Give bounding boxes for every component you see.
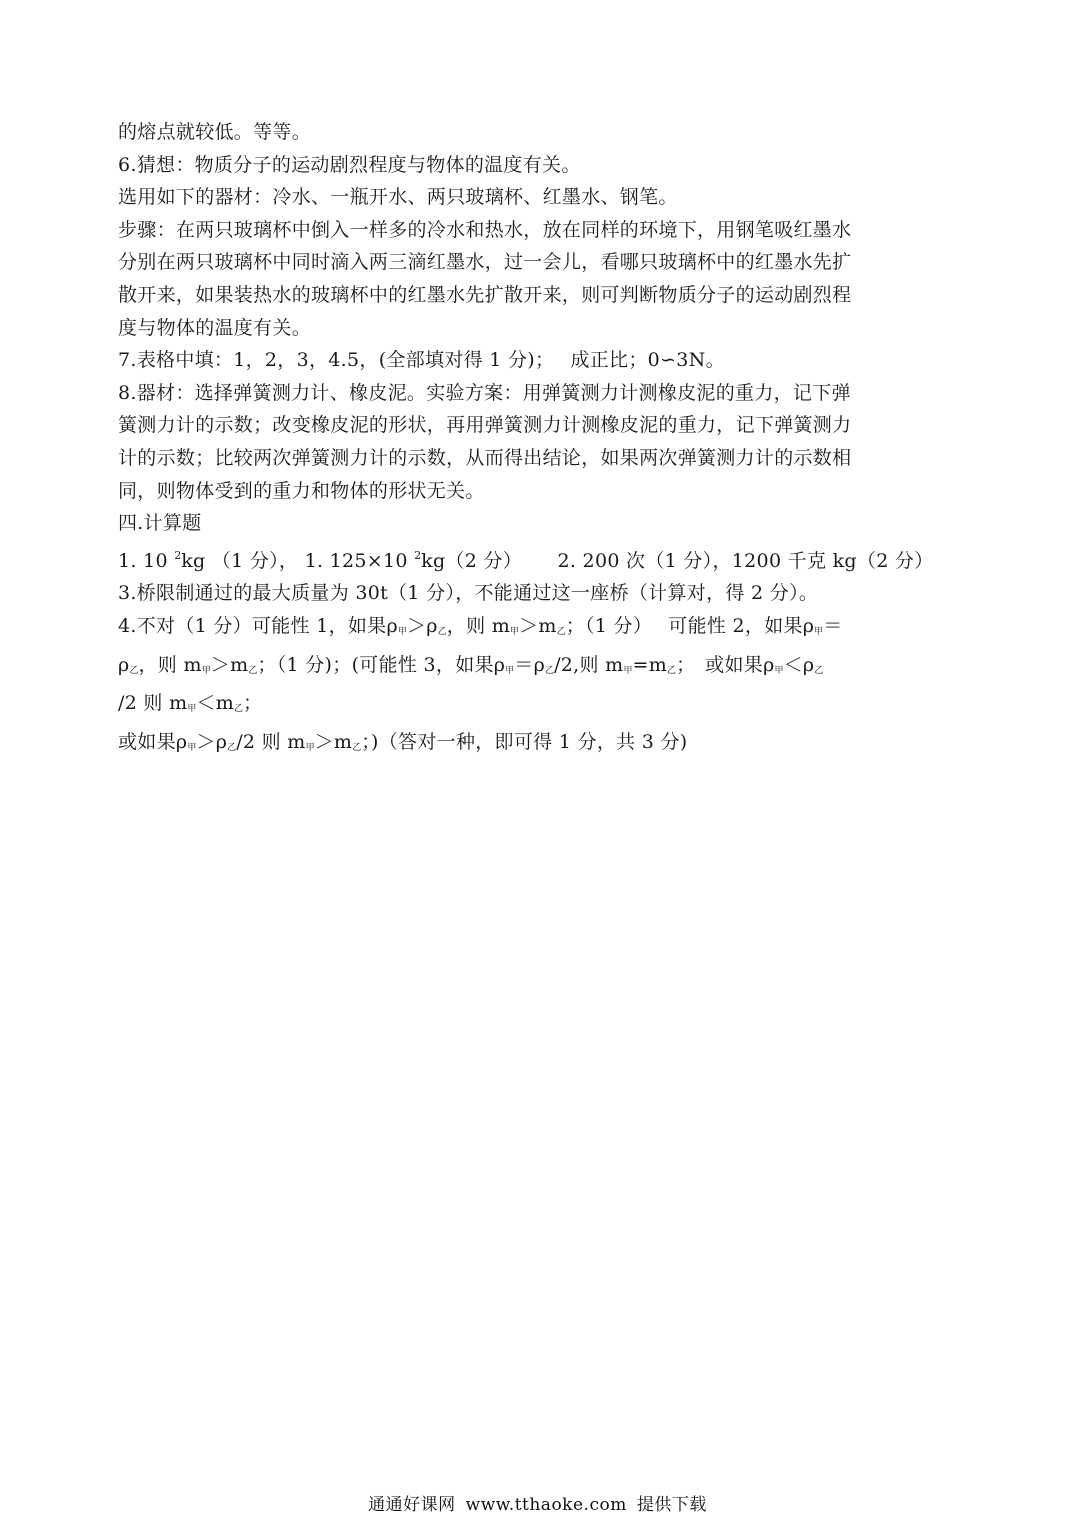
subscript: 甲 [305, 742, 315, 753]
calc-answer-4-line [118, 726, 960, 765]
subscript: 甲 [505, 665, 515, 676]
page-footer [0, 1493, 1075, 1517]
calc-text: ；（1 分） 可能性 2，如果ρ [565, 614, 815, 637]
text-line: 的熔点就较低。等等。 [118, 121, 312, 143]
answer-6-steps-line: 散开来，如果装热水的玻璃杯中的红墨水先扩散开来，则可判断物质分子的运动剧烈程 [118, 283, 852, 306]
answer-6-steps-line: 步骤：在两只玻璃杯中倒入一样多的冷水和热水，放在同样的环境下，用钢笔吸红墨水 [118, 218, 852, 241]
subscript: 甲 [187, 742, 197, 753]
calc-text: 4.不对（1 分）可能性 1，如果ρ [118, 614, 398, 637]
calc-text: ＝ [823, 614, 843, 637]
subscript: 乙 [545, 665, 555, 676]
answer-8-line: 簧测力计的示数；改变橡皮泥的形状，再用弹簧测力计测橡皮泥的重力，记下弹簧测力 [118, 414, 852, 437]
section-heading-calculation: 四.计算题 [118, 512, 202, 535]
calc-text: ＝ρ [514, 653, 546, 676]
calc-answer-3: 3.桥限制通过的最大质量为 30t（1 分），不能通过这一座桥（计算对，得 2 分）。 [118, 582, 819, 605]
subscript: 甲 [201, 665, 211, 676]
calc-text: ρ [118, 653, 130, 676]
exponent: 2 [174, 548, 182, 562]
subscript: 甲 [187, 704, 197, 715]
calc-text: 或如果ρ [118, 730, 188, 753]
calc-text: kg （1 分）， 1. 125×10 [181, 549, 415, 572]
footer-site-name: 通通好课网 [368, 1495, 456, 1515]
calc-text: ＞m [519, 614, 557, 637]
answer-7: 7.表格中填：1，2，3，4.5，(全部填对得 1 分)； 成正比；0∽3N。 [118, 349, 725, 372]
calc-text: =m [632, 653, 668, 676]
subscript: 乙 [129, 665, 139, 676]
calc-text: ；（1 分)；(可能性 3，如果ρ [257, 653, 506, 676]
subscript: 乙 [556, 626, 566, 637]
calc-text: ＞ρ [196, 730, 228, 753]
subscript: 乙 [814, 665, 824, 676]
subscript: 乙 [227, 742, 237, 753]
calc-text: /2 则 m [118, 692, 188, 715]
subscript: 乙 [352, 742, 362, 753]
answer-6-steps-line: 分别在两只玻璃杯中同时滴入两三滴红墨水，过一会儿，看哪只玻璃杯中的红墨水先扩 [118, 251, 852, 274]
subscript: 乙 [248, 665, 258, 676]
subscript: 甲 [623, 665, 633, 676]
subscript: 甲 [814, 626, 824, 637]
answer-8-line: 计的示数；比较两次弹簧测力计的示数，从而得出结论，如果两次弹簧测力计的示数相 [118, 446, 852, 469]
answer-6-hypothesis: 6.猜想：物质分子的运动剧烈程度与物体的温度有关。 [118, 153, 581, 176]
calc-text: /2,则 m [554, 653, 624, 676]
calc-text: ＞m [210, 653, 249, 676]
answer-8-line: 同，则物体受到的重力和物体的形状无关。 [118, 479, 485, 502]
calc-text: ； 或如果ρ [676, 653, 775, 676]
subscript: 乙 [667, 665, 677, 676]
calc-answer-1-2 [118, 540, 960, 578]
calc-text: ；)（答对一种，即可得 1 分，共 3 分) [361, 730, 688, 753]
calc-text: ＞ρ [406, 614, 438, 637]
calc-text: ，则 m [138, 653, 202, 676]
calc-answer-4-line [118, 610, 960, 649]
calc-text: 1. 10 [118, 549, 175, 572]
subscript: 甲 [774, 665, 784, 676]
calc-text: ； [243, 692, 263, 715]
calc-text: ＜ρ [783, 653, 815, 676]
subscript: 甲 [397, 626, 407, 637]
calc-answer-4-line [118, 649, 960, 688]
exponent: 2 [414, 548, 422, 562]
calc-text: ＜m [196, 692, 235, 715]
calc-answer-4-line [118, 687, 960, 726]
calc-text: ，则 m [446, 614, 511, 637]
answer-6-steps-line: 度与物体的温度有关。 [118, 316, 312, 339]
answer-6-materials: 选用如下的器材：冷水、一瓶开水、两只玻璃杯、红墨水、钢笔。 [118, 186, 678, 209]
calc-text: /2 则 m [236, 730, 306, 753]
answer-text-body [118, 116, 960, 764]
subscript: 甲 [510, 626, 520, 637]
subscript: 乙 [234, 704, 244, 715]
subscript: 乙 [437, 626, 447, 637]
footer-url-link[interactable]: www.tthaoke.com [465, 1495, 627, 1515]
footer-download-text: 提供下载 [636, 1495, 707, 1515]
calc-text: ＞m [314, 730, 353, 753]
answer-8-line: 8.器材：选择弹簧测力计、橡皮泥。实验方案：用弹簧测力计测橡皮泥的重力，记下弹 [118, 381, 851, 404]
calc-text: kg（2 分） 2. 200 次（1 分），1200 千克 kg（2 分） [421, 549, 934, 572]
